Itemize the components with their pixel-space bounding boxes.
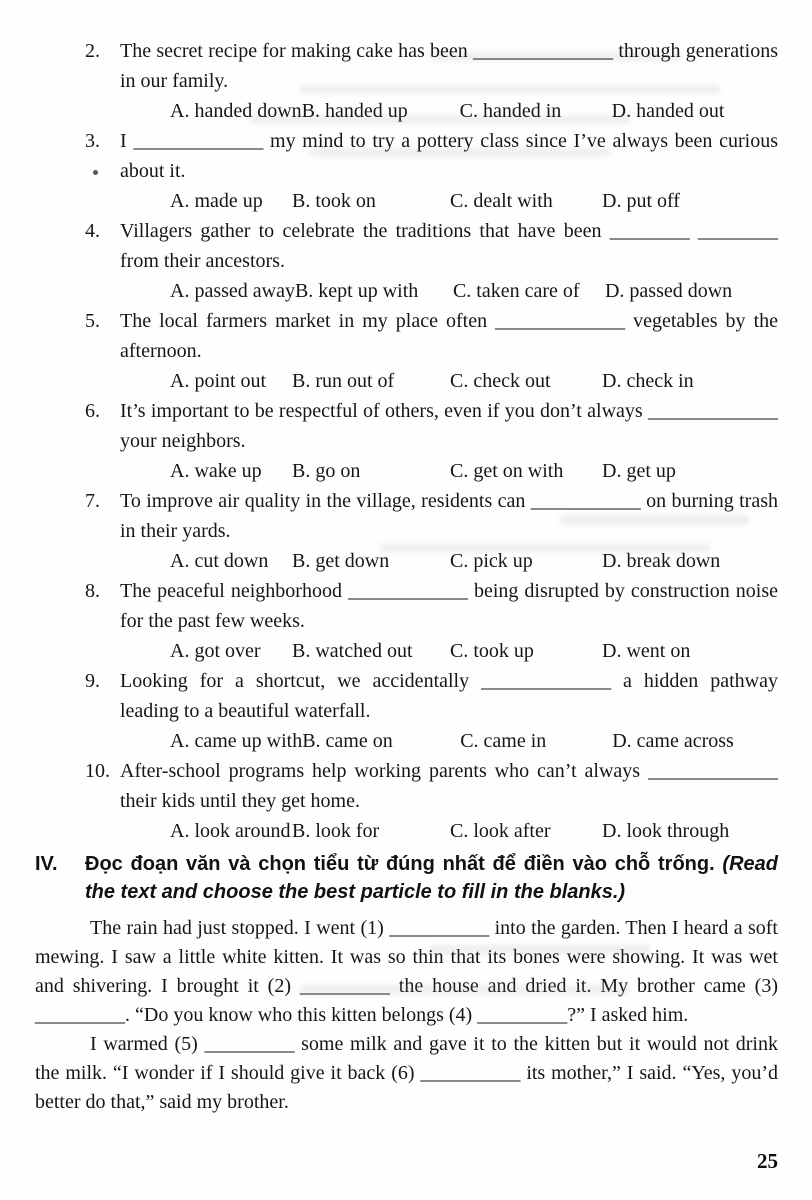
- question-2: [85, 36, 778, 126]
- option-c: C. handed in: [459, 100, 562, 122]
- option-c: C. get on with: [450, 460, 564, 482]
- reading-passage-paragraph-2: I warmed (5) _________ some milk and gave it to the kitten but it would not drink the milk. “I wonder if I should give it back (6) __________ its mother,” I said. “Yes, you’d better do that,” said my brother.: [35, 1033, 778, 1113]
- section-title: [85, 850, 778, 906]
- question-6: [85, 396, 778, 486]
- question-number: 10.: [85, 760, 110, 782]
- option-b: B. go on: [292, 460, 361, 482]
- answer-options: [120, 546, 778, 576]
- option-b: B. look for: [292, 820, 380, 842]
- question-8: [85, 576, 778, 666]
- option-b: B. kept up with: [294, 280, 419, 302]
- answer-options: [120, 366, 778, 396]
- question-stem: Looking for a shortcut, we accidentally _____________ a hidden pathway leading to a beautiful waterfall.: [120, 670, 778, 722]
- answer-options: [120, 816, 778, 846]
- option-c: C. pick up: [450, 550, 533, 572]
- option-c: C. took up: [450, 640, 534, 662]
- option-d: D. put off: [602, 190, 680, 212]
- section-title-vietnamese: Đọc đoạn văn và chọn tiểu từ đúng nhất để điền vào chỗ trống.: [85, 853, 715, 875]
- option-a: A. made up: [170, 190, 263, 212]
- option-d: D. handed out: [611, 100, 725, 122]
- option-d: D. get up: [602, 460, 676, 482]
- answer-options: [120, 726, 778, 756]
- option-c: C. look after: [450, 820, 551, 842]
- answer-options: [120, 456, 778, 486]
- option-d: D. went on: [602, 640, 691, 662]
- question-number: 8.: [85, 580, 100, 602]
- question-7: [85, 486, 778, 576]
- option-a: A. point out: [170, 370, 267, 392]
- page-number: 25: [757, 1149, 778, 1173]
- answer-options: [120, 276, 778, 306]
- reading-passage-paragraph-1: The rain had just stopped. I went (1) __________ into the garden. Then I heard a soft mewing. I saw a little white kitten. It was so thin that its bones were showing. It was wet and shivering. I brought it (2) _________ the house and dried it. My brother came (3) _________. “Do you know who this kitten belongs (4) _________?” I asked him.: [35, 917, 778, 1026]
- question-stem: The local farmers market in my place often _____________ vegetables by the afternoon.: [120, 310, 778, 362]
- question-9: [85, 666, 778, 756]
- multiple-choice-exercise: [35, 36, 778, 846]
- option-d: D. came across: [612, 730, 734, 752]
- option-b: B. get down: [292, 550, 390, 572]
- option-a: A. came up with: [170, 730, 303, 752]
- question-number: 2.: [85, 40, 100, 62]
- option-a: A. got over: [170, 640, 261, 662]
- answer-options: [120, 96, 778, 126]
- question-stem: The peaceful neighborhood ____________ being disrupted by construction noise for the past few weeks.: [120, 580, 778, 632]
- option-b: B. watched out: [292, 640, 413, 662]
- question-stem: The secret recipe for making cake has been ______________ through generations in our family.: [120, 40, 778, 92]
- option-c: C. check out: [450, 370, 551, 392]
- question-stem: Villagers gather to celebrate the traditions that have been ________ ________ from their ancestors.: [120, 220, 778, 272]
- question-stem: I _____________ my mind to try a pottery class since I’ve always been curious about it.: [120, 130, 778, 182]
- section-label: IV.: [35, 853, 58, 875]
- section-title-english: (Read the text and choose the best particle to fill in the blanks.): [85, 853, 778, 903]
- question-4: [85, 216, 778, 306]
- option-b: B. took on: [292, 190, 376, 212]
- option-a: A. handed down: [170, 100, 302, 122]
- option-a: A. look around: [170, 820, 291, 842]
- question-number: 5.: [85, 310, 100, 332]
- option-a: A. cut down: [170, 550, 269, 572]
- option-a: A. passed away: [170, 280, 295, 302]
- option-d: D. check in: [602, 370, 694, 392]
- question-number: 6.: [85, 400, 100, 422]
- question-number: 7.: [85, 490, 100, 512]
- option-d: D. passed down: [604, 280, 733, 302]
- question-stem: To improve air quality in the village, residents can ___________ on burning trash in their yards.: [120, 490, 778, 542]
- question-3: [85, 126, 778, 216]
- question-number: 9.: [85, 670, 100, 692]
- section-iv-heading: [35, 850, 778, 906]
- question-10: [85, 756, 778, 846]
- question-stem: After-school programs help working parents who can’t always _____________ their kids until they get home.: [120, 760, 778, 812]
- option-b: B. run out of: [292, 370, 395, 392]
- question-stem: It’s important to be respectful of others, even if you don’t always _____________ your neighbors.: [120, 400, 778, 452]
- question-number: 3.: [85, 130, 100, 152]
- option-d: D. break down: [602, 550, 721, 572]
- option-b: B. came on: [302, 730, 393, 752]
- option-b: B. handed up: [301, 100, 408, 122]
- option-d: D. look through: [602, 820, 730, 842]
- question-number: 4.: [85, 220, 100, 242]
- answer-options: [120, 636, 778, 666]
- option-a: A. wake up: [170, 460, 262, 482]
- answer-options: [120, 186, 778, 216]
- option-c: C. taken care of: [452, 280, 580, 302]
- question-5: [85, 306, 778, 396]
- option-c: C. came in: [460, 730, 547, 752]
- option-c: C. dealt with: [450, 190, 553, 212]
